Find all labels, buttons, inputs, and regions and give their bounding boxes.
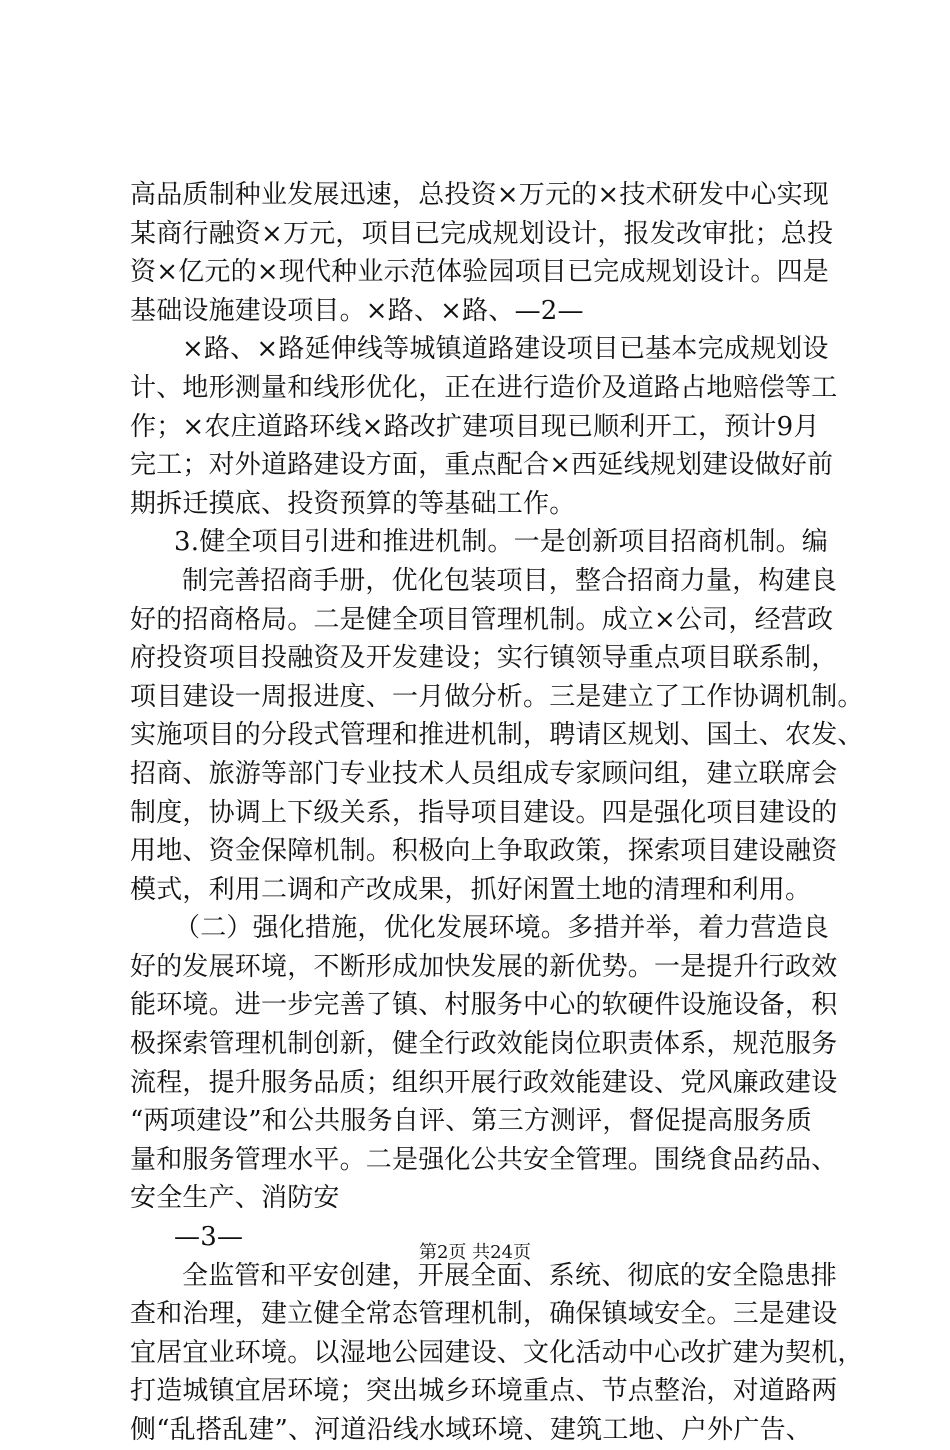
text-line: 能环境。进一步完善了镇、村服务中心的软硬件设施设备，积 [130, 990, 838, 1021]
text-line: 安全生产、消防安 [130, 1183, 340, 1214]
text-line: 量和服务管理水平。二是强化公共安全管理。围绕食品药品、 [130, 1144, 838, 1175]
text-line: 用地、资金保障机制。积极向上争取政策，探索项目建设融资 [130, 836, 838, 867]
text-line: 极探索管理机制创新，健全行政效能岗位职责体系，规范服务 [130, 1029, 838, 1060]
text-line: 模式，利用二调和产改成果，抓好闲置土地的清理和利用。 [130, 874, 812, 905]
text-line: 全监管和平安创建，开展全面、系统、彻底的安全隐患排 [182, 1260, 838, 1291]
text-line: 查和治理，建立健全常态管理机制，确保镇域安全。三是建设 [130, 1299, 838, 1330]
text-line: 实施项目的分段式管理和推进机制，聘请区规划、国土、农发、 [130, 720, 864, 751]
text-line: 计、地形测量和线形优化，正在进行造价及道路占地赔偿等工 [130, 372, 838, 403]
text-line: 3.健全项目引进和推进机制。一是创新项目招商机制。编 [174, 527, 829, 558]
text-line: ×路、×路延伸线等城镇道路建设项目已基本完成规划设 [182, 334, 829, 365]
text-line: 招商、旅游等部门专业技术人员组成专家顾问组，建立联席会 [130, 758, 838, 789]
text-line: 流程，提升服务品质；组织开展行政效能建设、党风廉政建设 [130, 1067, 838, 1098]
text-line: 项目建设一周报进度、一月做分析。三是建立了工作协调机制。 [130, 681, 864, 712]
text-line: 好的发展环境，不断形成加快发展的新优势。一是提升行政效 [130, 951, 838, 982]
text-line: —3— [174, 1222, 244, 1253]
text-line: 资×亿元的×现代种业示范体验园项目已完成规划设计。四是 [130, 257, 829, 288]
text-line: 高品质制种业发展迅速，总投资×万元的×技术研发中心实现 [130, 180, 829, 210]
text-line: 好的招商格局。二是健全项目管理机制。成立×公司，经营政 [130, 604, 834, 635]
page-footer: 第2页 共24页 [418, 1242, 532, 1263]
text-line: 某商行融资×万元，项目已完成规划设计，报发改审批；总投 [130, 218, 834, 249]
text-line: 府投资项目投融资及开发建设；实行镇领导重点项目联系制， [130, 643, 838, 674]
text-line: 制完善招商手册，优化包装项目，整合招商力量，构建良 [182, 565, 838, 596]
text-line: 打造城镇宜居环境；突出城乡环境重点、节点整治，对道路两 [130, 1376, 838, 1407]
text-line: 宜居宜业环境。以湿地公园建设、文化活动中心改扩建为契机， [130, 1337, 864, 1368]
text-line: “两项建设”和公共服务自评、第三方测评，督促提高服务质 [130, 1106, 812, 1137]
text-line: 期拆迁摸底、投资预算的等基础工作。 [130, 488, 576, 519]
text-line: 制度，协调上下级关系，指导项目建设。四是强化项目建设的 [130, 797, 838, 828]
text-line: 作；×农庄道路环线×路改扩建项目现已顺利开工，预计9月 [130, 411, 820, 442]
text-line: （二）强化措施，优化发展环境。多措并举，着力营造良 [174, 913, 830, 944]
text-line: 完工；对外道路建设方面，重点配合×西延线规划建设做好前 [130, 450, 834, 481]
text-line: 基础设施建设项目。×路、×路、—2— [130, 295, 584, 326]
text-line: 侧“乱搭乱建”、河道沿线水域环境、建筑工地、户外广告、 [130, 1415, 812, 1445]
